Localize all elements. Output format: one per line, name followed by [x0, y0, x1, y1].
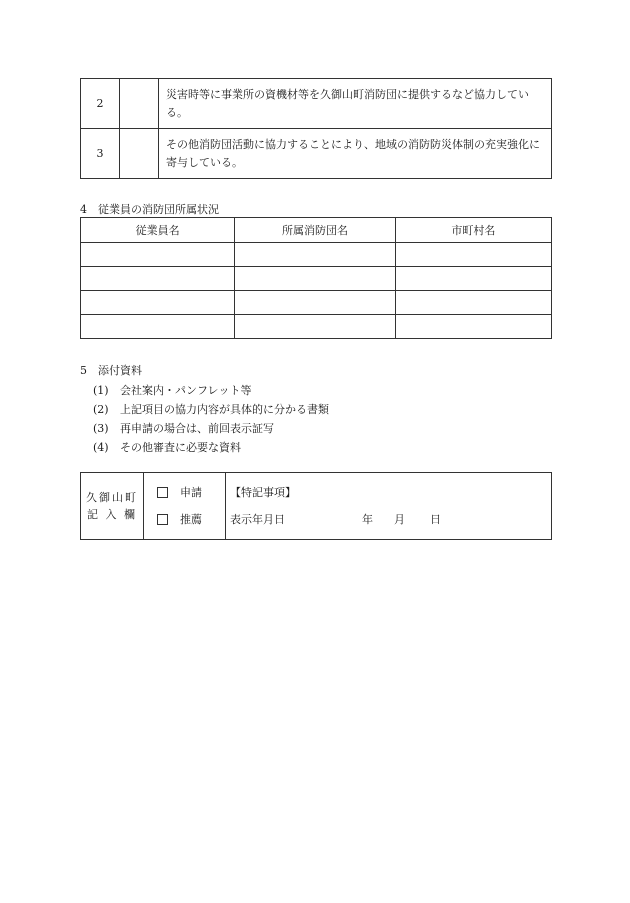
employee-name-cell[interactable] — [81, 243, 235, 267]
town-entry-label — [81, 473, 144, 540]
attachment-text: その他審査に必要な資料 — [120, 441, 241, 454]
day-label: 日 — [430, 513, 441, 526]
attachment-number: (3) — [93, 422, 109, 435]
fire-brigade-cell[interactable] — [235, 267, 395, 291]
criteria-check-cell[interactable] — [120, 79, 159, 129]
criteria-check-cell[interactable] — [120, 129, 159, 179]
recommend-option[interactable] — [157, 506, 225, 533]
table-row — [81, 243, 552, 267]
fire-brigade-cell[interactable] — [235, 243, 395, 267]
municipality-cell[interactable] — [395, 267, 551, 291]
recommend-option-label: 推薦 — [180, 513, 202, 526]
employee-name-cell[interactable] — [81, 291, 235, 315]
display-date-label: 表示年月日 — [230, 513, 285, 526]
attachment-number: (1) — [93, 384, 109, 397]
display-date-row — [230, 511, 551, 527]
attachment-list — [93, 381, 329, 457]
column-header-employee-name: 従業員名 — [81, 218, 235, 243]
list-item — [93, 419, 329, 438]
fire-brigade-cell[interactable] — [235, 315, 395, 339]
town-entry-label-line1: 久御山町 — [86, 491, 138, 504]
attachment-number: (2) — [93, 403, 109, 416]
table-row — [81, 315, 552, 339]
table-row — [81, 473, 552, 540]
employee-name-cell[interactable] — [81, 267, 235, 291]
special-notes-title: 【特記事項】 — [230, 486, 296, 499]
criteria-text: その他消防団活動に協力することにより、地域の消防防災体制の充実強化に寄与している。 — [159, 129, 552, 179]
column-header-municipality: 市町村名 — [395, 218, 551, 243]
municipality-cell[interactable] — [395, 243, 551, 267]
table-row — [81, 79, 552, 129]
special-notes-cell[interactable] — [226, 473, 552, 540]
attachment-text: 再申請の場合は、前回表示証写 — [120, 422, 274, 435]
application-type-cell — [144, 473, 226, 540]
year-label: 年 — [362, 513, 373, 526]
criteria-number: 3 — [81, 129, 120, 179]
attachment-number: (4) — [93, 441, 109, 454]
town-entry-table — [80, 472, 552, 540]
municipality-cell[interactable] — [395, 315, 551, 339]
town-entry-label-line2: 記 入 欄 — [87, 508, 137, 521]
criteria-text: 災害時等に事業所の資機材等を久御山町消防団に提供するなど協力している。 — [159, 79, 552, 129]
employee-name-cell[interactable] — [81, 315, 235, 339]
apply-option[interactable] — [157, 479, 225, 506]
table-header-row — [81, 218, 552, 243]
fire-brigade-cell[interactable] — [235, 291, 395, 315]
section-5-heading: 5 添付資料 — [80, 364, 142, 377]
criteria-table — [80, 78, 552, 179]
list-item — [93, 381, 329, 400]
attachment-text: 会社案内・パンフレット等 — [120, 384, 252, 397]
list-item — [93, 438, 329, 457]
month-label: 月 — [394, 513, 405, 526]
employee-table — [80, 217, 552, 339]
section-4-heading: 4 従業員の消防団所属状況 — [80, 203, 219, 216]
municipality-cell[interactable] — [395, 291, 551, 315]
recommend-checkbox[interactable] — [157, 514, 168, 525]
table-row — [81, 291, 552, 315]
apply-checkbox[interactable] — [157, 487, 168, 498]
list-item — [93, 400, 329, 419]
criteria-number: 2 — [81, 79, 120, 129]
table-row — [81, 267, 552, 291]
apply-option-label: 申請 — [180, 486, 202, 499]
table-row — [81, 129, 552, 179]
column-header-fire-brigade: 所属消防団名 — [235, 218, 395, 243]
attachment-text: 上記項目の協力内容が具体的に分かる書類 — [120, 403, 329, 416]
